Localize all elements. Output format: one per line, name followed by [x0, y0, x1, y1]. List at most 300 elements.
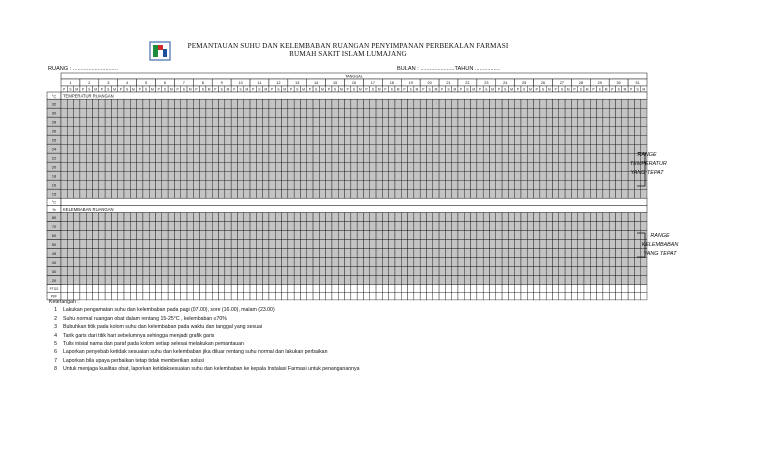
hum-cell — [502, 213, 508, 222]
temp-cell — [294, 108, 300, 117]
hum-cell — [338, 258, 344, 267]
temp-cell — [288, 189, 294, 198]
hum-cell — [622, 213, 628, 222]
shift-label: P — [176, 87, 179, 92]
temp-label-cell — [61, 92, 647, 99]
temp-cell — [641, 117, 647, 126]
temp-cell — [111, 153, 117, 162]
hum-cell — [174, 222, 180, 231]
temp-cell — [439, 99, 445, 108]
hum-cell — [61, 231, 67, 240]
temp-cell — [609, 126, 615, 135]
hum-cell — [326, 231, 332, 240]
temp-cell — [86, 144, 92, 153]
hum-cell — [162, 213, 168, 222]
temp-cell — [288, 117, 294, 126]
notes-list — [49, 306, 359, 373]
temp-cell — [540, 189, 546, 198]
hum-row-label: 50 — [51, 241, 57, 247]
hum-cell — [67, 249, 73, 258]
temp-cell — [508, 126, 514, 135]
hum-cell — [597, 258, 603, 267]
temp-cell — [458, 135, 464, 144]
hum-cell — [414, 249, 420, 258]
hum-cell — [256, 258, 262, 267]
temp-cell — [622, 99, 628, 108]
temp-cell — [445, 117, 451, 126]
footer-cell — [546, 292, 552, 300]
hum-cell — [603, 222, 609, 231]
footer-cell — [571, 292, 577, 300]
hum-cell — [515, 267, 521, 276]
temp-cell — [67, 99, 73, 108]
hum-cell — [263, 213, 269, 222]
hum-cell — [363, 213, 369, 222]
temp-cell — [458, 162, 464, 171]
temp-cell — [137, 171, 143, 180]
shift-label: M — [548, 87, 551, 92]
hum-cell — [477, 213, 483, 222]
shift-label: S — [88, 87, 91, 92]
temp-cell — [143, 162, 149, 171]
hum-cell — [477, 276, 483, 285]
hum-cell — [130, 276, 136, 285]
hum-cell — [565, 258, 571, 267]
temp-cell — [162, 126, 168, 135]
range-hum-line-1: RANGE — [650, 233, 670, 239]
temp-cell — [93, 180, 99, 189]
temp-cell — [263, 189, 269, 198]
temp-cell — [565, 99, 571, 108]
hum-cell — [370, 231, 376, 240]
temp-cell — [370, 162, 376, 171]
temp-cell — [534, 99, 540, 108]
footer-cell — [382, 292, 388, 300]
hum-cell — [389, 240, 395, 249]
hum-cell — [622, 222, 628, 231]
hum-cell — [118, 240, 124, 249]
hum-cell — [571, 231, 577, 240]
footer-cell — [168, 285, 174, 293]
temp-cell — [483, 144, 489, 153]
hum-cell — [351, 222, 357, 231]
hum-cell — [319, 213, 325, 222]
hum-cell — [137, 267, 143, 276]
temp-cell — [93, 144, 99, 153]
hum-cell — [408, 249, 414, 258]
temp-cell — [477, 126, 483, 135]
temp-cell — [471, 99, 477, 108]
hum-cell — [156, 240, 162, 249]
temp-cell — [130, 108, 136, 117]
temp-cell — [219, 180, 225, 189]
footer-cell — [401, 292, 407, 300]
temp-cell — [300, 126, 306, 135]
day-number: 11 — [257, 81, 262, 86]
hum-cell — [80, 222, 86, 231]
temp-cell — [521, 117, 527, 126]
temp-cell — [118, 180, 124, 189]
temp-cell — [345, 99, 351, 108]
temp-cell — [452, 153, 458, 162]
shift-label: S — [598, 87, 601, 92]
hum-cell — [571, 249, 577, 258]
temp-cell — [414, 144, 420, 153]
temp-cell — [389, 180, 395, 189]
hum-cell — [414, 276, 420, 285]
hum-cell — [458, 213, 464, 222]
hum-cell — [540, 267, 546, 276]
temp-cell — [496, 153, 502, 162]
shift-label: S — [315, 87, 318, 92]
temp-cell — [382, 126, 388, 135]
day-number: 3 — [107, 81, 110, 86]
hum-cell — [111, 213, 117, 222]
temp-cell — [552, 108, 558, 117]
hum-cell — [382, 231, 388, 240]
day-number: 16 — [351, 81, 357, 86]
hum-cell — [231, 213, 237, 222]
temp-cell — [389, 171, 395, 180]
hum-cell — [546, 231, 552, 240]
temp-cell — [439, 162, 445, 171]
hum-cell — [578, 222, 584, 231]
temp-cell — [74, 99, 80, 108]
temp-cell — [357, 135, 363, 144]
temp-cell — [105, 108, 111, 117]
temp-cell — [200, 171, 206, 180]
hum-cell — [508, 276, 514, 285]
hum-cell — [269, 258, 275, 267]
monitoring-grid — [47, 73, 647, 299]
day-number: 19 — [408, 81, 413, 86]
hum-cell — [496, 267, 502, 276]
temp-cell — [458, 108, 464, 117]
hum-cell — [67, 240, 73, 249]
temp-cell — [61, 189, 67, 198]
hum-cell — [628, 240, 634, 249]
hum-cell — [118, 258, 124, 267]
hum-cell — [471, 240, 477, 249]
footer-cell — [269, 285, 275, 293]
temp-cell — [181, 99, 187, 108]
bulan-tahun-field[interactable]: BULAN : ......................TAHUN ................ — [397, 66, 500, 72]
temp-cell — [452, 135, 458, 144]
temp-cell — [571, 126, 577, 135]
temp-cell — [99, 162, 105, 171]
temp-cell — [61, 135, 67, 144]
temp-cell — [603, 162, 609, 171]
footer-cell — [363, 292, 369, 300]
temp-cell — [559, 99, 565, 108]
footer-cell — [571, 285, 577, 293]
temp-cell — [458, 99, 464, 108]
note-text: Tulis inisial nama dan paraf pada kolom setiap selesai melakukan pemantauan — [63, 341, 244, 348]
hum-cell — [326, 258, 332, 267]
temp-cell — [382, 162, 388, 171]
hum-row-label: 40 — [51, 259, 57, 265]
temp-cell — [615, 99, 621, 108]
temp-cell — [489, 144, 495, 153]
hum-cell — [521, 258, 527, 267]
hum-cell — [445, 249, 451, 258]
hum-cell — [137, 249, 143, 258]
temp-cell — [187, 153, 193, 162]
hum-cell — [439, 231, 445, 240]
hum-cell — [67, 258, 73, 267]
temp-cell — [609, 162, 615, 171]
hum-cell — [420, 213, 426, 222]
temp-cell — [250, 153, 256, 162]
temp-cell — [433, 126, 439, 135]
temp-cell — [471, 180, 477, 189]
hum-cell — [515, 222, 521, 231]
hum-cell — [86, 258, 92, 267]
temp-cell — [275, 180, 281, 189]
temp-cell — [634, 99, 640, 108]
hum-cell — [401, 240, 407, 249]
temp-cell — [395, 189, 401, 198]
temp-cell — [395, 99, 401, 108]
temp-cell — [363, 171, 369, 180]
temp-cell — [67, 126, 73, 135]
hum-cell — [143, 249, 149, 258]
temp-cell — [118, 162, 124, 171]
temp-cell — [571, 144, 577, 153]
temp-cell — [162, 117, 168, 126]
temp-cell — [515, 117, 521, 126]
hum-cell — [426, 231, 432, 240]
day-number: 10 — [238, 81, 243, 86]
temp-cell — [357, 144, 363, 153]
hum-cell — [571, 240, 577, 249]
footer-cell — [452, 292, 458, 300]
temp-cell — [534, 180, 540, 189]
temp-cell — [105, 117, 111, 126]
hum-cell — [483, 222, 489, 231]
temp-cell — [212, 99, 218, 108]
hum-cell — [401, 213, 407, 222]
temp-cell — [156, 162, 162, 171]
hum-cell — [300, 267, 306, 276]
temp-cell — [313, 108, 319, 117]
hum-cell — [597, 213, 603, 222]
temp-cell — [609, 153, 615, 162]
temp-cell — [395, 144, 401, 153]
temp-cell — [300, 180, 306, 189]
shift-label: S — [334, 87, 337, 92]
temp-cell — [319, 126, 325, 135]
temp-cell — [225, 108, 231, 117]
hum-cell — [590, 249, 596, 258]
temp-cell — [237, 135, 243, 144]
temp-cell — [615, 108, 621, 117]
temp-cell — [565, 189, 571, 198]
temp-cell — [426, 117, 432, 126]
day-number: 22 — [465, 81, 470, 86]
temp-cell — [338, 117, 344, 126]
hum-cell — [162, 258, 168, 267]
hum-cell — [206, 240, 212, 249]
hum-row-label: 80 — [51, 214, 57, 220]
hum-cell — [269, 267, 275, 276]
shift-label: P — [233, 87, 236, 92]
temp-cell — [105, 153, 111, 162]
footer-cell — [61, 285, 67, 293]
temp-cell — [111, 135, 117, 144]
temp-cell — [477, 171, 483, 180]
hum-cell — [433, 258, 439, 267]
shift-label: P — [460, 87, 463, 92]
form-title — [178, 42, 518, 58]
temp-cell — [521, 144, 527, 153]
temp-cell — [489, 153, 495, 162]
hum-cell — [552, 267, 558, 276]
hum-cell — [206, 249, 212, 258]
hum-cell — [225, 222, 231, 231]
footer-cell — [496, 292, 502, 300]
hum-cell — [162, 222, 168, 231]
hum-cell — [609, 258, 615, 267]
hum-unit: % — [52, 206, 56, 212]
temp-cell — [300, 189, 306, 198]
temp-cell — [200, 162, 206, 171]
hum-cell — [452, 222, 458, 231]
temp-cell — [124, 99, 130, 108]
hum-cell — [433, 240, 439, 249]
temp-cell — [124, 135, 130, 144]
shift-label: S — [239, 87, 242, 92]
footer-cell — [408, 285, 414, 293]
temp-cell — [414, 99, 420, 108]
hum-cell — [93, 276, 99, 285]
shift-label: S — [617, 87, 620, 92]
hum-cell — [508, 213, 514, 222]
footer-cell — [483, 285, 489, 293]
hum-cell — [288, 240, 294, 249]
footer-cell — [439, 292, 445, 300]
day-number: 5 — [145, 81, 148, 86]
footer-cell — [282, 285, 288, 293]
temp-cell — [187, 135, 193, 144]
hum-cell — [489, 249, 495, 258]
temp-cell — [244, 144, 250, 153]
ruang-field[interactable]: RUANG : ............................. — [48, 66, 118, 72]
temp-cell — [307, 180, 313, 189]
temp-cell — [181, 189, 187, 198]
hum-cell — [565, 222, 571, 231]
hum-cell — [162, 231, 168, 240]
hum-cell — [420, 258, 426, 267]
hum-cell — [546, 267, 552, 276]
hum-cell — [269, 249, 275, 258]
temp-cell — [111, 108, 117, 117]
shift-label: M — [151, 87, 154, 92]
temp-row-label: 30 — [51, 110, 57, 116]
temp-cell — [193, 153, 199, 162]
hum-cell — [546, 240, 552, 249]
temp-cell — [338, 162, 344, 171]
temp-cell — [187, 108, 193, 117]
temp-cell — [269, 135, 275, 144]
temp-cell — [565, 135, 571, 144]
temp-cell — [250, 126, 256, 135]
hum-cell — [250, 240, 256, 249]
hum-cell — [156, 276, 162, 285]
temp-cell — [162, 171, 168, 180]
temp-cell — [483, 153, 489, 162]
temp-cell — [244, 180, 250, 189]
hum-cell — [515, 258, 521, 267]
temp-cell — [571, 117, 577, 126]
note-text: Laporkan penyebab ketidak sesuaian suhu dan kelembaban jika diluar rentang suhu normal dan lakukan perbaikan — [63, 349, 328, 356]
temp-cell — [552, 135, 558, 144]
temp-cell — [590, 135, 596, 144]
temp-cell — [489, 126, 495, 135]
temp-cell — [439, 108, 445, 117]
temp-cell — [414, 126, 420, 135]
hum-cell — [452, 249, 458, 258]
day-number: 9 — [220, 81, 223, 86]
notes-section — [49, 298, 359, 374]
temp-cell — [622, 189, 628, 198]
temp-cell — [124, 126, 130, 135]
temp-cell — [615, 144, 621, 153]
hum-cell — [540, 276, 546, 285]
temp-cell — [382, 99, 388, 108]
hum-cell — [496, 240, 502, 249]
hum-cell — [288, 231, 294, 240]
temp-cell — [282, 144, 288, 153]
temp-cell — [313, 162, 319, 171]
hum-cell — [93, 267, 99, 276]
temp-cell — [181, 180, 187, 189]
hum-cell — [471, 231, 477, 240]
temp-cell — [376, 171, 382, 180]
temp-cell — [105, 171, 111, 180]
footer-cell — [458, 292, 464, 300]
hum-cell — [527, 258, 533, 267]
temp-cell — [237, 126, 243, 135]
hum-cell — [559, 276, 565, 285]
footer-cell — [420, 292, 426, 300]
temp-cell — [370, 126, 376, 135]
temp-cell — [319, 189, 325, 198]
temp-row-label: 26 — [51, 128, 57, 134]
hum-cell — [130, 231, 136, 240]
temp-cell — [300, 144, 306, 153]
hum-cell — [219, 213, 225, 222]
hum-cell — [74, 222, 80, 231]
footer-cell — [515, 285, 521, 293]
footer-cell — [464, 292, 470, 300]
temp-cell — [338, 144, 344, 153]
hum-cell — [237, 258, 243, 267]
temp-cell — [93, 135, 99, 144]
hum-cell — [597, 240, 603, 249]
hum-cell — [508, 249, 514, 258]
temp-cell — [445, 180, 451, 189]
temp-cell — [338, 135, 344, 144]
temp-cell — [420, 162, 426, 171]
temp-cell — [137, 162, 143, 171]
temp-cell — [634, 189, 640, 198]
temp-cell — [540, 180, 546, 189]
hum-cell — [376, 222, 382, 231]
temp-cell — [609, 171, 615, 180]
hum-cell — [483, 231, 489, 240]
hum-cell — [597, 249, 603, 258]
